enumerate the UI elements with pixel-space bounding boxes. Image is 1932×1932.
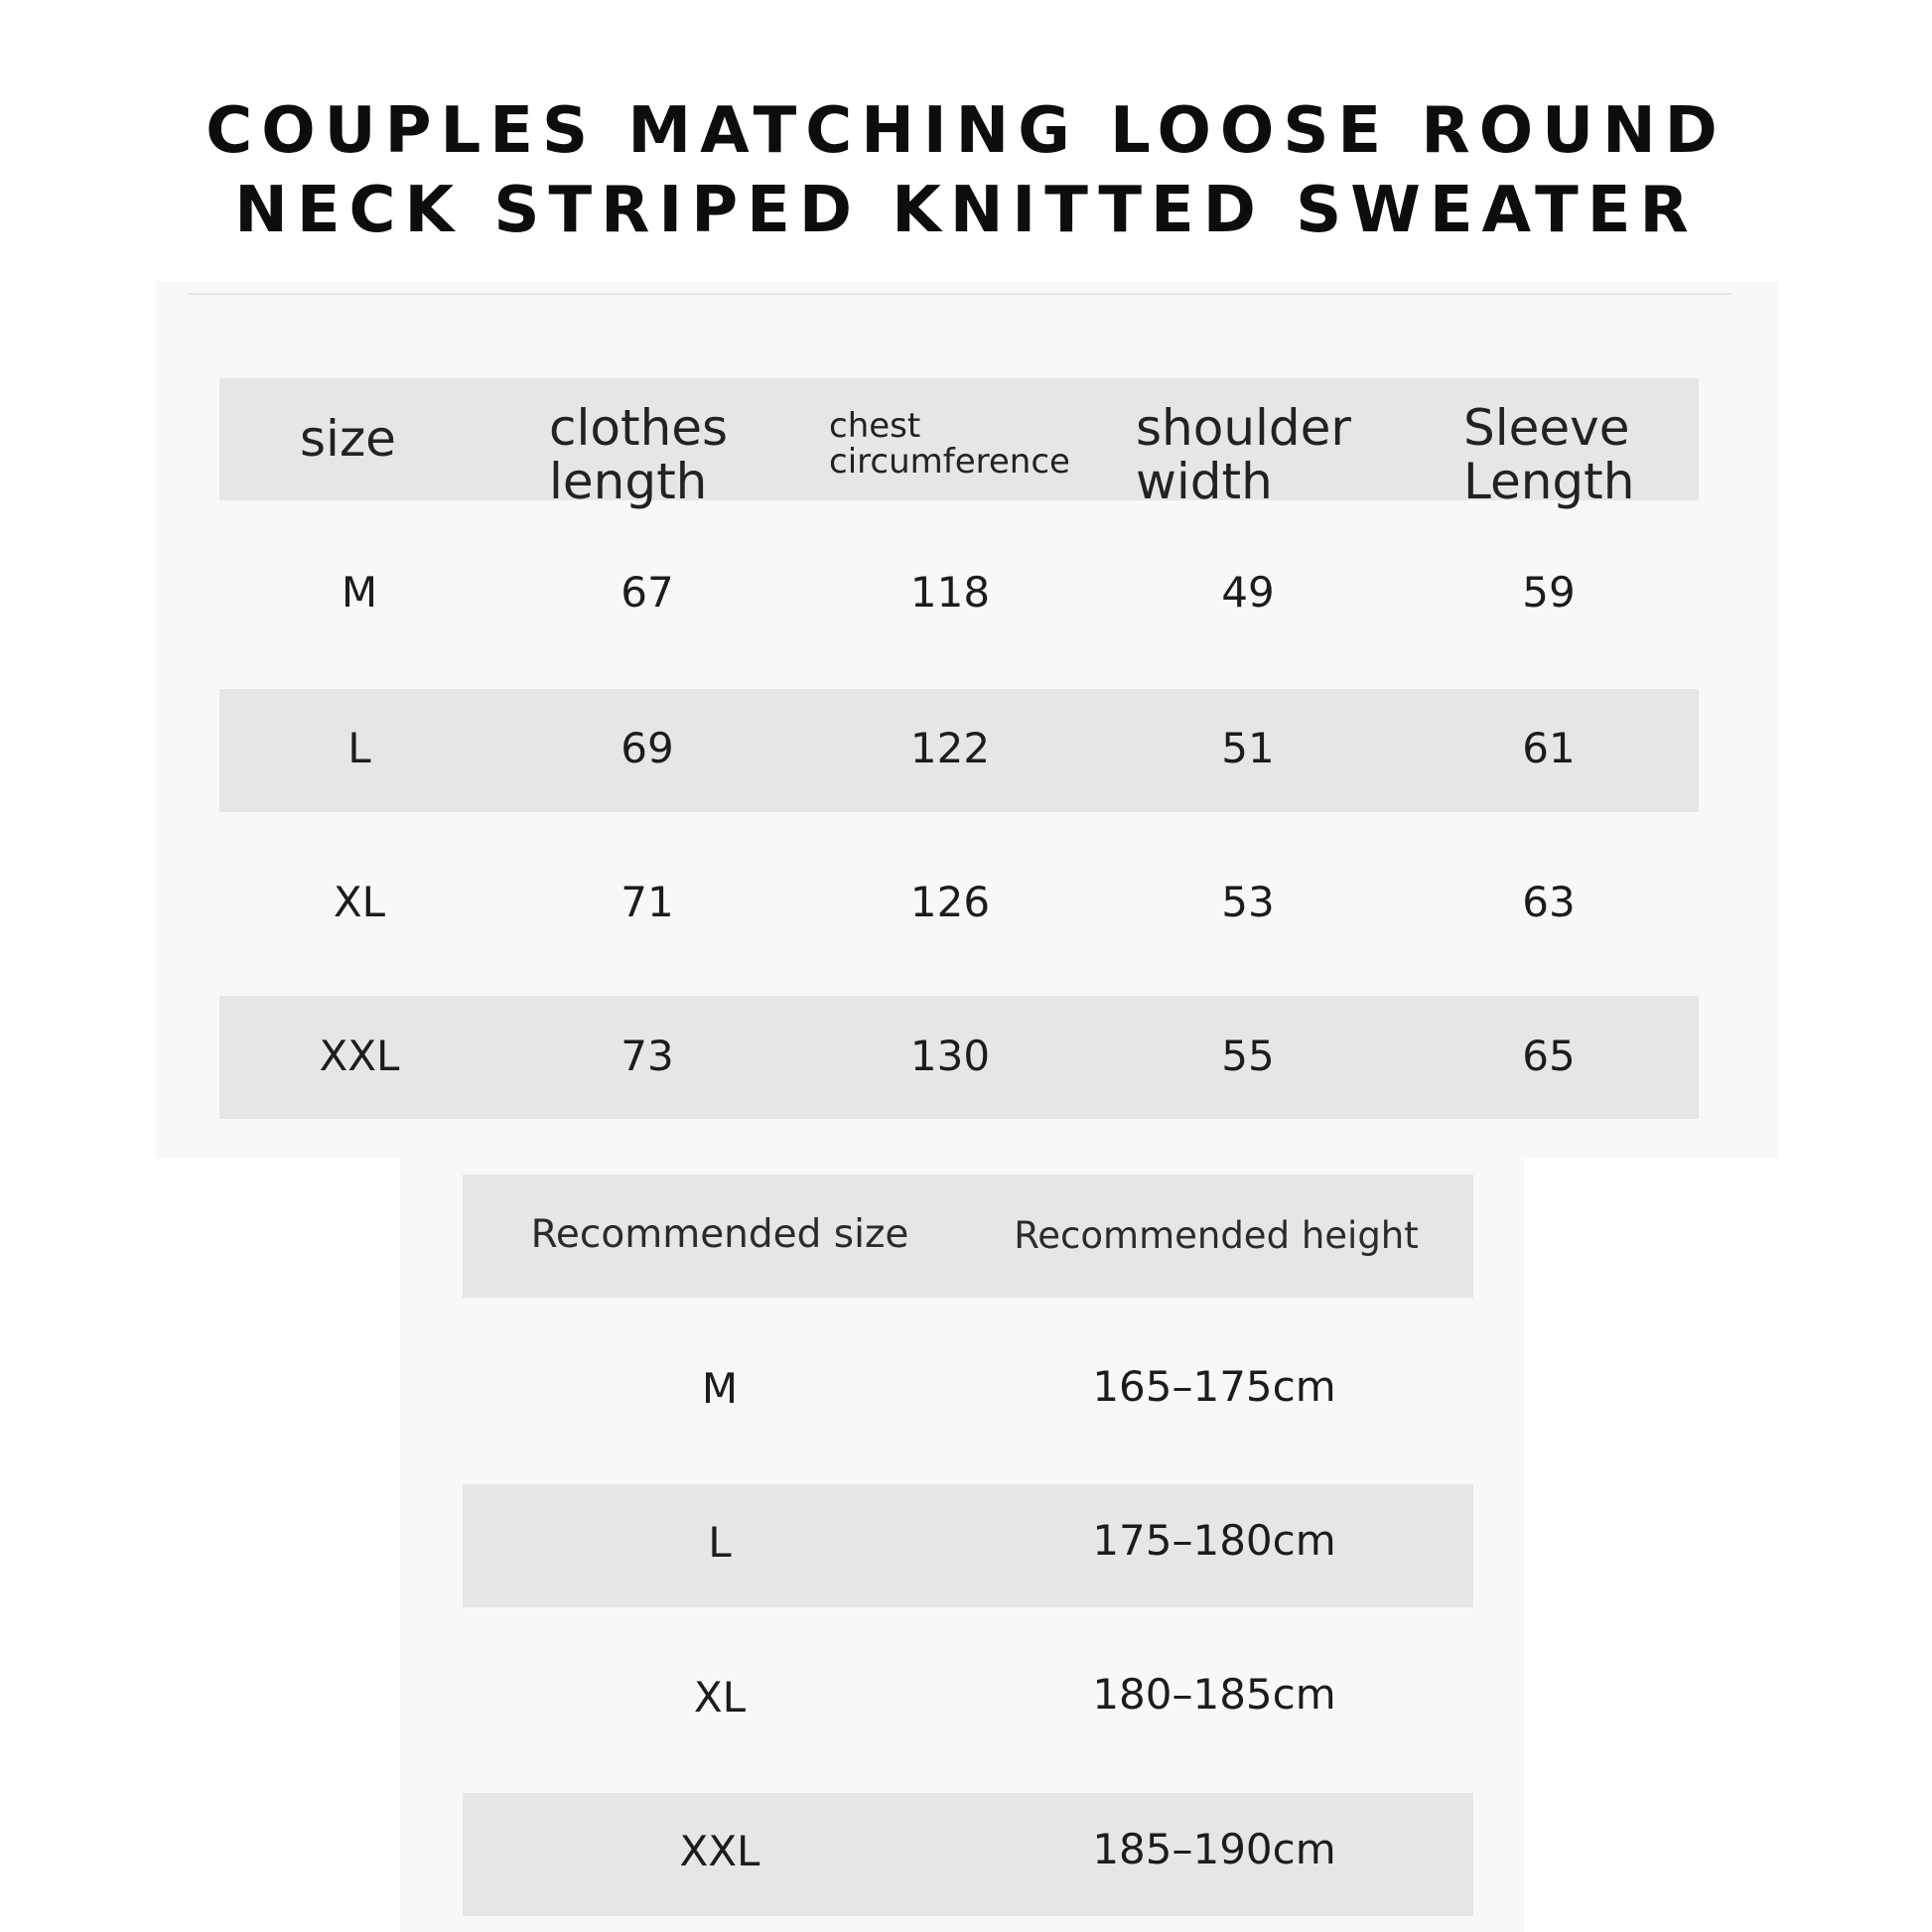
cell-shoulder: 55	[1221, 1032, 1275, 1080]
cell-recommended-size: XXL	[679, 1827, 760, 1875]
header-shoulder-line-2: width	[1136, 453, 1273, 510]
cell-sleeve: 65	[1522, 1032, 1576, 1080]
cell-clothes-length: 67	[621, 568, 674, 617]
cell-size: M	[341, 568, 378, 617]
cell-chest: 122	[909, 724, 991, 772]
cell-clothes-length: 71	[621, 878, 674, 926]
cell-recommended-height: 180–185cm	[1092, 1670, 1336, 1719]
cell-size: XL	[333, 878, 386, 926]
cell-size: XXL	[319, 1032, 400, 1080]
cell-recommended-height: 165–175cm	[1092, 1362, 1336, 1411]
cell-sleeve: 63	[1522, 878, 1576, 926]
cell-shoulder: 53	[1221, 878, 1275, 926]
header-chest-line-2: circumference	[829, 442, 1070, 482]
cell-clothes-length: 69	[621, 724, 674, 772]
product-title	[0, 91, 1932, 250]
cell-recommended-size: M	[701, 1364, 739, 1413]
cell-size: L	[347, 724, 371, 772]
product-title-line-1: COUPLES MATCHING LOOSE ROUND	[206, 94, 1726, 168]
divider	[188, 293, 1731, 295]
header-size: size	[300, 410, 396, 468]
header-recommended-size: Recommended size	[530, 1212, 909, 1257]
cell-chest: 130	[909, 1032, 991, 1080]
cell-chest: 126	[909, 878, 991, 926]
cell-shoulder: 49	[1221, 568, 1275, 617]
cell-recommended-height: 175–180cm	[1092, 1516, 1336, 1565]
cell-sleeve: 61	[1522, 724, 1576, 772]
cell-recommended-size: XL	[693, 1673, 747, 1722]
header-chest-line-1: chest	[829, 406, 921, 446]
cell-clothes-length: 73	[621, 1032, 674, 1080]
cell-sleeve: 59	[1522, 568, 1576, 617]
header-sleeve-line-2: Length	[1463, 453, 1635, 510]
header-sleeve-line-1: Sleeve	[1463, 399, 1630, 457]
product-title-line-2: NECK STRIPED KNITTED SWEATER	[234, 174, 1698, 247]
header-clothes-length-line-1: clothes	[549, 399, 729, 457]
header-shoulder-line-1: shoulder	[1136, 399, 1351, 457]
cell-recommended-height: 185–190cm	[1092, 1825, 1336, 1873]
header-clothes-length-line-2: length	[549, 453, 708, 510]
header-recommended-height: Recommended height	[1014, 1214, 1419, 1257]
cell-shoulder: 51	[1221, 724, 1275, 772]
cell-chest: 118	[909, 568, 991, 617]
cell-recommended-size: L	[708, 1518, 732, 1567]
